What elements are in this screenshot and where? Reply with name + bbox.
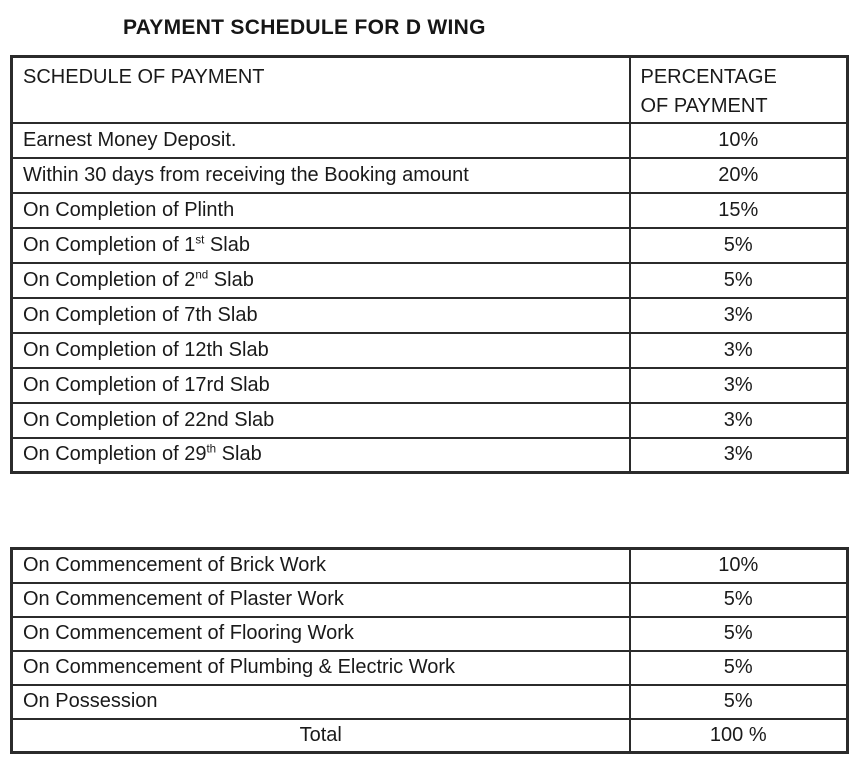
percentage-value: 5% bbox=[630, 583, 848, 617]
table-row bbox=[12, 123, 848, 158]
percentage-value: 5% bbox=[630, 685, 848, 719]
table-row bbox=[12, 193, 848, 228]
table-row bbox=[12, 263, 848, 298]
percentage-value: 100 % bbox=[630, 719, 848, 753]
percentage-value: 10% bbox=[630, 123, 848, 158]
commencement-schedule-table bbox=[10, 547, 849, 754]
column-header-schedule bbox=[12, 57, 630, 123]
column-header-schedule-label: SCHEDULE OF PAYMENT bbox=[23, 66, 265, 88]
schedule-item-label: On Completion of 12th Slab bbox=[12, 333, 630, 368]
schedule-item-label: On Commencement of Brick Work bbox=[12, 549, 630, 583]
column-header-percentage-line1: PERCENTAGE bbox=[640, 66, 777, 88]
schedule-item-label: Earnest Money Deposit. bbox=[12, 123, 630, 158]
percentage-value: 5% bbox=[630, 228, 848, 263]
schedule-item-label: On Commencement of Plumbing & Electric Work bbox=[12, 651, 630, 685]
table-row bbox=[12, 651, 848, 685]
table-row bbox=[12, 617, 848, 651]
schedule-item-label: On Completion of 17rd Slab bbox=[12, 368, 630, 403]
percentage-value: 5% bbox=[630, 651, 848, 685]
page-title: PAYMENT SCHEDULE FOR D WING bbox=[123, 16, 486, 39]
table-row bbox=[12, 403, 848, 438]
table-row bbox=[12, 438, 848, 473]
schedule-item-label: Total bbox=[12, 719, 630, 753]
column-header-percentage-line2: OF PAYMENT bbox=[640, 95, 768, 117]
percentage-value: 10% bbox=[630, 549, 848, 583]
percentage-value: 3% bbox=[630, 333, 848, 368]
schedule-item-label: On Completion of 22nd Slab bbox=[12, 403, 630, 438]
percentage-value: 3% bbox=[630, 298, 848, 333]
table-row bbox=[12, 158, 848, 193]
schedule-item-label: On Completion of 2nd Slab bbox=[12, 263, 630, 298]
percentage-value: 3% bbox=[630, 438, 848, 473]
schedule-item-label: Within 30 days from receiving the Booking amount bbox=[12, 158, 630, 193]
schedule-item-label: On Possession bbox=[12, 685, 630, 719]
table-row bbox=[12, 719, 848, 753]
table-row bbox=[12, 685, 848, 719]
schedule-item-label: On Completion of 7th Slab bbox=[12, 298, 630, 333]
payment-schedule-table bbox=[10, 55, 849, 474]
column-header-percentage bbox=[630, 57, 848, 123]
table-row bbox=[12, 549, 848, 583]
table-header-row bbox=[12, 57, 848, 123]
table-row bbox=[12, 583, 848, 617]
table-row bbox=[12, 368, 848, 403]
table-row bbox=[12, 228, 848, 263]
schedule-item-label: On Completion of 1st Slab bbox=[12, 228, 630, 263]
schedule-item-label: On Commencement of Plaster Work bbox=[12, 583, 630, 617]
percentage-value: 3% bbox=[630, 403, 848, 438]
table-row bbox=[12, 298, 848, 333]
percentage-value: 15% bbox=[630, 193, 848, 228]
percentage-value: 5% bbox=[630, 263, 848, 298]
percentage-value: 20% bbox=[630, 158, 848, 193]
table-row bbox=[12, 333, 848, 368]
schedule-item-label: On Completion of Plinth bbox=[12, 193, 630, 228]
percentage-value: 3% bbox=[630, 368, 848, 403]
schedule-item-label: On Commencement of Flooring Work bbox=[12, 617, 630, 651]
percentage-value: 5% bbox=[630, 617, 848, 651]
schedule-item-label: On Completion of 29th Slab bbox=[12, 438, 630, 473]
